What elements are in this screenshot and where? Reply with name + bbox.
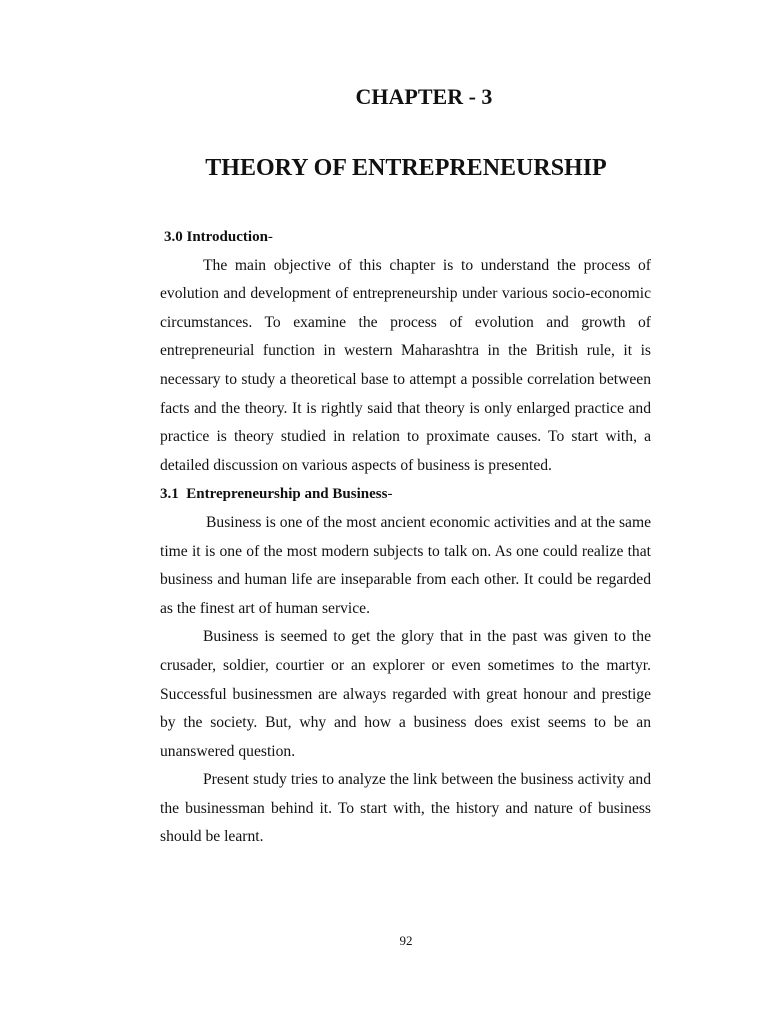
section-heading-intro-suffix: - <box>267 229 273 245</box>
chapter-title: THEORY OF ENTREPRENEURSHIP <box>205 155 607 181</box>
paragraph: The main objective of this chapter is to understand the process of evolution and development of entrepreneurship under various socio-economic circumstances. To examine the process of evolution and growth of entrepreneurial function in western Maharashtra in the British rule, it is necessary to study a theoretical base to attempt a possible correlation between facts and the theory. It is rightly said that theory is only enlarged practice and practice is theory studied in relation to proximate causes. To start with, a detailed discussion on various aspects of business is presented. <box>160 256 651 474</box>
section-heading-intro-text: 3.0 Introduction <box>164 229 268 245</box>
section-heading-intro <box>160 223 651 252</box>
section-heading-business-suffix: - <box>387 486 393 503</box>
section-heading-business-text: 3.1 Entrepreneurship and Business <box>160 486 388 503</box>
section-heading-entrepreneurship-business <box>160 480 651 509</box>
chapter-label: CHAPTER - 3 <box>355 84 493 109</box>
document-body <box>160 223 651 852</box>
paragraph: Business is one of the most ancient economic activities and at the same time it is one of the most modern subjects to talk on. As one could realize that business and human life are inseparable from each other. It could be regarded as the finest art of human service. <box>160 513 651 617</box>
paragraph: Present study tries to analyze the link between the business activity and the businessman behind it. To start with, the history and nature of business should be learnt. <box>160 771 651 846</box>
page-number: 92 <box>399 933 413 948</box>
paragraph: Business is seemed to get the glory that in the past was given to the crusader, soldier, courtier or an explorer or even sometimes to the martyr. Successful businessmen are always regarded with great honour and prestige by the society. But, why and how a business does exist seems to be an unanswered question. <box>160 628 651 760</box>
